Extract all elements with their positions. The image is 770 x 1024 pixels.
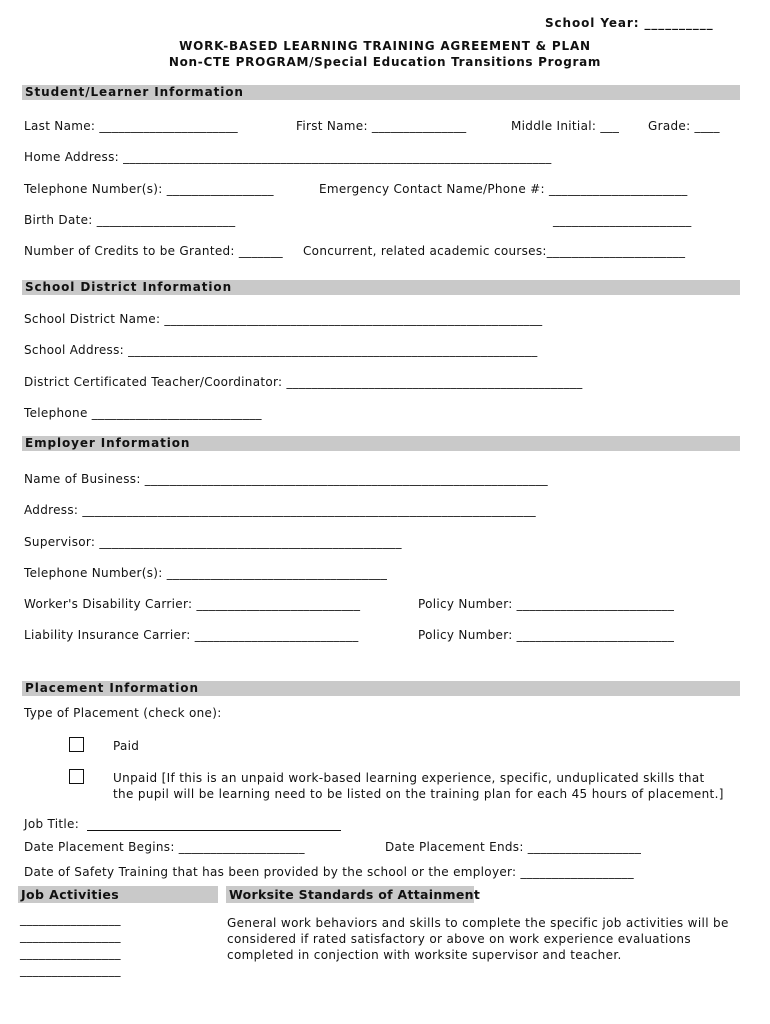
telephone-field[interactable]: Telephone Number(s): _________________ (24, 182, 274, 196)
last-name-field[interactable]: Last Name: ______________________ (24, 119, 238, 133)
first-name-field[interactable]: First Name: _______________ (296, 119, 467, 133)
policy-number-1-field[interactable]: Policy Number: _________________________ (418, 597, 675, 611)
form-subtitle: Non-CTE PROGRAM/Special Education Transitions Program (168, 55, 602, 69)
paid-checkbox[interactable] (69, 737, 84, 752)
employer-section-header (22, 436, 740, 451)
job-title-label: Job Title: (24, 817, 80, 831)
placement-type-label: Type of Placement (check one): (24, 706, 222, 720)
unpaid-checkbox[interactable] (69, 769, 84, 784)
business-name-field[interactable]: Name of Business: ________________________________________________________________ (24, 472, 548, 486)
birth-date-field[interactable]: Birth Date: ______________________ (24, 213, 236, 227)
supervisor-field[interactable]: Supervisor: ________________________________________________ (24, 535, 402, 549)
credits-field[interactable]: Number of Credits to be Granted: _______ (24, 244, 283, 258)
job-title-input-line[interactable] (87, 830, 341, 831)
student-section-header (22, 85, 740, 100)
school-year-field[interactable]: School Year: __________ (545, 16, 714, 30)
policy-number-2-field[interactable]: Policy Number: _________________________ (418, 628, 675, 642)
student-section-title: Student/Learner Information (25, 85, 244, 99)
placement-ends-field[interactable]: Date Placement Ends: __________________ (385, 840, 642, 854)
unpaid-label: Unpaid [If this is an unpaid work-based learning experience, specific, unduplicated skills that the pupil will be learning need to be listed on the training plan for each 45 hours of placement.] (113, 771, 724, 801)
emergency-contact-field[interactable]: Emergency Contact Name/Phone #: ______________________ (319, 182, 688, 196)
employer-section-title: Employer Information (25, 436, 191, 450)
liability-carrier-field[interactable]: Liability Insurance Carrier: __________________________ (24, 628, 359, 642)
disability-carrier-field[interactable]: Worker's Disability Carrier: __________________________ (24, 597, 361, 611)
activity-line-4[interactable]: ________________ (20, 963, 121, 977)
employer-telephone-field[interactable]: Telephone Number(s): ___________________________________ (24, 566, 388, 580)
job-activities-title: Job Activities (21, 887, 120, 902)
activity-line-3[interactable]: ________________ (20, 946, 121, 960)
paid-label: Paid (113, 739, 140, 753)
middle-initial-field[interactable]: Middle Initial: ___ (511, 119, 620, 133)
school-address-field[interactable]: School Address: _________________________________________________________________ (24, 343, 538, 357)
district-section-title: School District Information (25, 280, 233, 294)
district-name-field[interactable]: School District Name: ____________________________________________________________ (24, 312, 543, 326)
placement-section-title: Placement Information (25, 681, 199, 695)
job-activities-header (18, 886, 218, 903)
district-telephone-field[interactable]: Telephone ___________________________ (24, 406, 262, 420)
home-address-field[interactable]: Home Address: ____________________________________________________________________ (24, 150, 552, 164)
employer-address-field[interactable]: Address: ________________________________________________________________________ (24, 503, 536, 517)
grade-field[interactable]: Grade: ____ (648, 119, 720, 133)
extra-blank-field[interactable]: ______________________ (553, 213, 692, 227)
activity-line-2[interactable]: ________________ (20, 929, 121, 943)
placement-begins-field[interactable]: Date Placement Begins: ____________________ (24, 840, 305, 854)
activity-line-1[interactable]: ________________ (20, 912, 121, 926)
worksite-standards-text: General work behaviors and skills to complete the specific job activities will be considered if rated satisfactory or above on work experience evaluations completed in conjection with worksite supervisor and teacher. (227, 916, 729, 962)
worksite-standards-header (226, 886, 481, 903)
placement-section-header (22, 681, 740, 696)
safety-training-field[interactable]: Date of Safety Training that has been provided by the school or the employer: __________________ (24, 865, 634, 879)
teacher-coordinator-field[interactable]: District Certificated Teacher/Coordinator: _______________________________________________ (24, 375, 583, 389)
worksite-standards-title: Worksite Standards of Attainment (229, 887, 481, 902)
district-section-header (22, 280, 740, 295)
form-title: WORK-BASED LEARNING TRAINING AGREEMENT & PLAN (179, 39, 591, 53)
concurrent-courses-field[interactable]: Concurrent, related academic courses:______________________ (303, 244, 686, 258)
